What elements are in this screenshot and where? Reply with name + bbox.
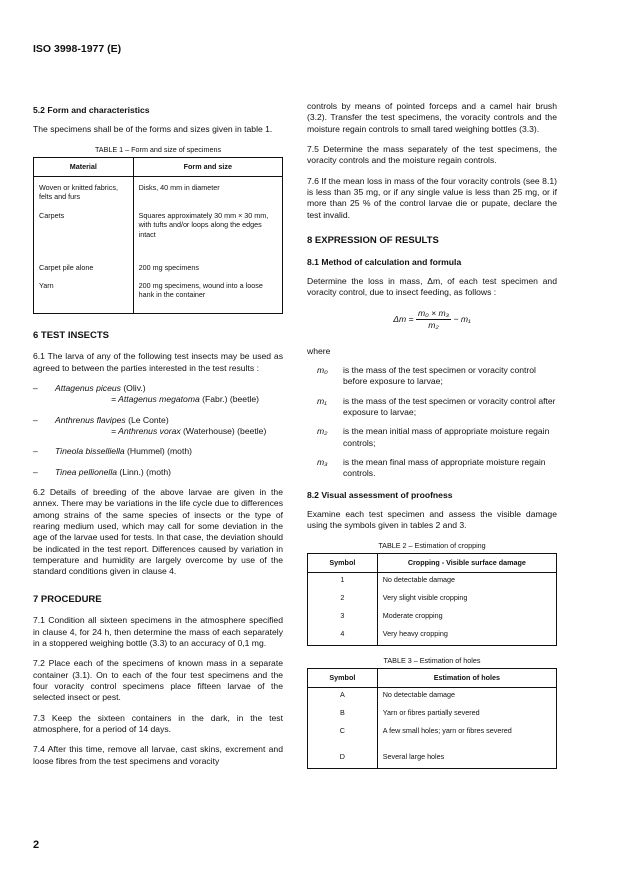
section-8-1-title: 8.1 Method of calculation and formula <box>307 256 462 267</box>
table-cell: 200 mg specimens <box>138 262 199 272</box>
table-cell: 200 mg specimens, wound into a loose hank in the container <box>138 280 263 300</box>
table-1-header-form: Form and size <box>133 158 282 177</box>
table-row: 4 Very heavy cropping <box>308 627 557 646</box>
list-item: – Attagenus piceus (Oliv.) = Attagenus megatoma (Fabr.) (beetle) <box>33 382 260 405</box>
table-cell: Woven or knitted fabrics, felts and furs <box>34 176 134 209</box>
table-row: 1 No detectable damage <box>308 572 557 591</box>
table-3-header-symbol: Symbol <box>308 669 378 688</box>
section-7-4-text: 7.4 After this time, remove all larvae, cast skins, excrement and loose fibres from the test specimens and voracity <box>33 744 283 766</box>
table-2 <box>307 553 557 646</box>
section-5-2-text: The specimens shall be of the forms and sizes given in table 1. <box>33 124 273 135</box>
list-item: m₂ is the mean initial mass of appropriate moisture regain controls; <box>317 426 550 448</box>
list-item: – Anthrenus flavipes (Le Conte) = Anthrenus vorax (Waterhouse) (beetle) <box>33 414 267 436</box>
table-cell: Disks, 40 mm in diameter <box>138 182 220 192</box>
section-8-2-title: 8.2 Visual assessment of proofness <box>307 489 453 500</box>
table-row <box>34 261 283 279</box>
variable-definitions <box>307 365 557 480</box>
section-7-4-continued: controls by means of pointed forceps and a camel hair brush (3.2). Transfer the test specimens, the voracity controls and the moisture regain controls to small tared weighing bottles (3.3). <box>307 101 557 134</box>
table-row: D Several large holes <box>308 750 557 769</box>
table-row: C A few small holes; yarn or fibres severed <box>308 724 557 750</box>
section-7-1-text: 7.1 Condition all sixteen specimens in the atmosphere specified in clause 4, for 24 h, then determine the mass of each separately in a stoppered weighing bottle (3.3) to an accuracy of 0,1 mg. <box>33 615 283 648</box>
formula-fraction: $\frac{\text{m₀ × m₃}}{\text{m₂}}$ <box>417 307 450 330</box>
where-label: where <box>307 345 331 356</box>
section-6-2-text: 6.2 Details of breeding of the above larvae are given in the annex. There may be variations in the life cycle due to differences among strains of the same species of insects or the type of rearing medium used, which may call for some deviation in the age of the larvae used for tests. In that case, the deviation should be indicated in the test report. Differences caused by variation in temperature and humidity are largely overcome by use of the standard conditions given in clause 4. <box>33 486 283 577</box>
section-5-2-title: 5.2 Form and characteristics <box>33 105 150 115</box>
page-number: 2 <box>33 839 40 851</box>
section-6-title: 6 TEST INSECTS <box>33 329 110 341</box>
table-row <box>34 176 283 209</box>
table-row: A No detectable damage <box>308 687 557 706</box>
table-cell: Carpet pile alone <box>34 261 134 279</box>
table-1-caption: TABLE 1 – Form and size of specimens <box>94 144 222 154</box>
section-7-2-text: 7.2 Place each of the specimens of known mass in a separate container (3.1). On to each of the four test specimens and the four voracity control specimens place fifteen larvae of the selected insect or pest. <box>33 658 283 703</box>
section-6-1-text: 6.1 The larva of any of the following test insects may be used as agreed to between the parties interested in the test results : <box>33 351 283 373</box>
insect-list <box>33 383 283 478</box>
table-3-header-holes: Estimation of holes <box>377 669 556 688</box>
right-column <box>307 101 557 769</box>
list-item: m₃ is the mean final mass of appropriate moisture regain controls. <box>317 457 546 479</box>
table-2-header-cropping: Cropping - Visible surface damage <box>377 554 556 573</box>
table-1-header-material: Material <box>34 158 134 177</box>
table-row <box>34 279 283 314</box>
list-item: m₀ is the mass of the test specimen or voracity control before exposure to larvae; <box>317 365 536 387</box>
table-row: B Yarn or fibres partially severed <box>308 706 557 724</box>
table-3 <box>307 668 557 769</box>
section-7-3-text: 7.3 Keep the sixteen containers in the dark, in the test atmosphere, for a period of 14 days. <box>33 712 283 734</box>
table-cell: Squares approximately 30 mm × 30 mm, with tufts and/or loops along the edges intact <box>138 210 269 239</box>
table-2-header-symbol: Symbol <box>308 554 378 573</box>
table-3-caption: TABLE 3 – Estimation of holes <box>383 655 481 665</box>
section-8-title: 8 EXPRESSION OF RESULTS <box>307 235 439 247</box>
list-item: m₁ is the mass of the test specimen or voracity control after exposure to larvae; <box>317 395 556 418</box>
section-8-2-text: Examine each test specimen and assess the visible damage using the symbols given in tables 2 and 3. <box>307 509 557 531</box>
table-2-caption: TABLE 2 – Estimation of cropping <box>378 540 486 550</box>
list-item: – Tinea pellionella (Linn.) (moth) <box>33 466 172 477</box>
table-1 <box>33 157 283 314</box>
section-8-1-text: Determine the loss in mass, Δm, of each test specimen and voracity control, due to insect feeding, as follows : <box>307 275 557 298</box>
table-row: 2 Very slight visible cropping <box>308 591 557 609</box>
section-7-title: 7 PROCEDURE <box>33 593 102 605</box>
section-7-6-text: 7.6 If the mean loss in mass of the four voracity controls (see 8.1) is less than 35 mg, or if any single value is less than 25 mg, or if more than 25 % of the control larvae die or pupate, declare the test invalid. <box>307 175 557 220</box>
table-cell: Carpets <box>34 209 134 261</box>
left-column <box>33 105 283 776</box>
document-header: ISO 3998-1977 (E) <box>33 43 122 55</box>
table-row <box>34 209 283 261</box>
list-item: – Tineola bisselliella (Hummel) (moth) <box>33 446 192 457</box>
table-row: 3 Moderate cropping <box>308 609 557 627</box>
loss-formula: Δm = $\frac{\text{m₀ × m₃}}{\text{m₂}}$ − m₁ <box>393 307 471 330</box>
section-7-5-text: 7.5 Determine the mass separately of the test specimens, the voracity controls and the moisture regain controls. <box>307 144 557 166</box>
table-cell: Yarn <box>34 279 134 314</box>
